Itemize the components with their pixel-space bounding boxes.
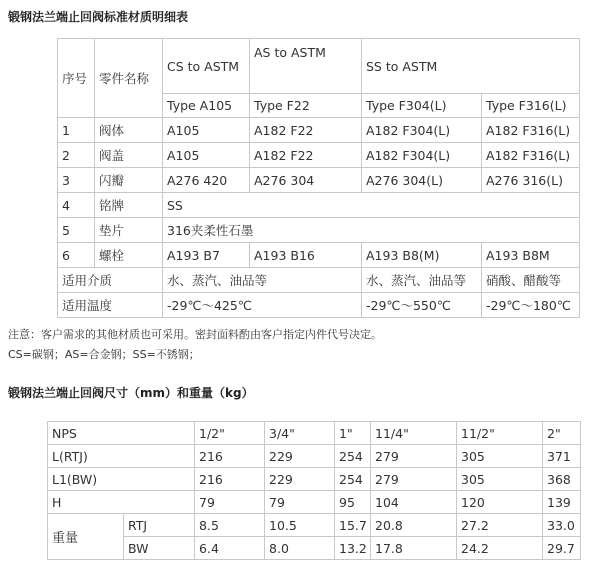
row-no: 5 bbox=[58, 218, 95, 243]
h-value: 79 bbox=[195, 491, 265, 514]
weight-bw-value: 24.2 bbox=[457, 537, 543, 560]
dimensions-table bbox=[47, 421, 581, 560]
h-value: 104 bbox=[371, 491, 457, 514]
h-value: 120 bbox=[457, 491, 543, 514]
nps-value: 1/2" bbox=[195, 422, 265, 445]
row-cs: A105 bbox=[163, 118, 250, 143]
row-part: 垫片 bbox=[95, 218, 163, 243]
abbreviation-legend: CS=碳钢；AS=合金钢；SS=不锈钢； bbox=[8, 348, 200, 361]
weight-bw-value: 13.2 bbox=[335, 537, 371, 560]
header-type-f304l: Type F304(L) bbox=[362, 94, 482, 118]
row-no: 6 bbox=[58, 243, 95, 268]
row-ss-316: A182 F316(L) bbox=[482, 118, 580, 143]
temp-label: 适用温度 bbox=[58, 293, 163, 318]
l1-bw-value: 368 bbox=[543, 468, 581, 491]
l-rtj-value: 229 bbox=[265, 445, 335, 468]
table-row bbox=[58, 143, 580, 168]
row-no: 4 bbox=[58, 193, 95, 218]
weight-rtj-value: 27.2 bbox=[457, 514, 543, 537]
table-row bbox=[58, 218, 580, 243]
l-rtj-row bbox=[48, 445, 581, 468]
medium-cs-as: 水、蒸汽、油品等 bbox=[163, 268, 362, 293]
l1-bw-value: 305 bbox=[457, 468, 543, 491]
header-ss-astm: SS to ASTM bbox=[362, 39, 580, 94]
medium-row bbox=[58, 268, 580, 293]
row-as: A193 B16 bbox=[250, 243, 362, 268]
row-as: A276 304 bbox=[250, 168, 362, 193]
weight-rtj-value: 8.5 bbox=[195, 514, 265, 537]
weight-rtj-value: 20.8 bbox=[371, 514, 457, 537]
row-as: A182 F22 bbox=[250, 143, 362, 168]
row-ss-304: A182 F304(L) bbox=[362, 143, 482, 168]
header-type-f316l: Type F316(L) bbox=[482, 94, 580, 118]
row-no: 2 bbox=[58, 143, 95, 168]
table-row bbox=[58, 168, 580, 193]
medium-ss-316: 硝酸、醋酸等 bbox=[482, 268, 580, 293]
weight-bw-value: 17.8 bbox=[371, 537, 457, 560]
nps-value: 11/4" bbox=[371, 422, 457, 445]
row-part: 阀盖 bbox=[95, 143, 163, 168]
table-row bbox=[58, 118, 580, 143]
table-row bbox=[58, 193, 580, 218]
l1-bw-value: 279 bbox=[371, 468, 457, 491]
l1-bw-value: 216 bbox=[195, 468, 265, 491]
weight-bw-value: 6.4 bbox=[195, 537, 265, 560]
row-cs: A276 420 bbox=[163, 168, 250, 193]
nps-value: 3/4" bbox=[265, 422, 335, 445]
materials-title: 锻钢法兰端止回阀标准材质明细表 bbox=[8, 10, 189, 24]
weight-rtj-value: 33.0 bbox=[543, 514, 581, 537]
h-row bbox=[48, 491, 581, 514]
dimensions-title: 锻钢法兰端止回阀尺寸（mm）和重量（kg） bbox=[8, 386, 254, 400]
nps-row bbox=[48, 422, 581, 445]
row-ss-304: A193 B8(M) bbox=[362, 243, 482, 268]
row-ss-316: A193 B8M bbox=[482, 243, 580, 268]
note-text: 注意：客户需求的其他材质也可采用。密封面料酌由客户指定内件代号决定。 bbox=[8, 328, 382, 341]
medium-ss-304: 水、蒸汽、油品等 bbox=[362, 268, 482, 293]
l-rtj-value: 371 bbox=[543, 445, 581, 468]
row-part: 螺栓 bbox=[95, 243, 163, 268]
l1-bw-row bbox=[48, 468, 581, 491]
row-material-all: 316夹柔性石墨 bbox=[163, 218, 580, 243]
weight-rtj-label: RTJ bbox=[124, 514, 195, 537]
header-as-astm: AS to ASTM bbox=[250, 39, 362, 94]
h-value: 139 bbox=[543, 491, 581, 514]
row-cs: A105 bbox=[163, 143, 250, 168]
header-part-name: 零件名称 bbox=[95, 39, 163, 118]
temperature-row bbox=[58, 293, 580, 318]
row-ss-316: A182 F316(L) bbox=[482, 143, 580, 168]
nps-value: 2" bbox=[543, 422, 581, 445]
header-no: 序号 bbox=[58, 39, 95, 118]
materials-header-row bbox=[58, 39, 580, 94]
row-ss-316: A276 316(L) bbox=[482, 168, 580, 193]
table-row bbox=[58, 243, 580, 268]
header-cs-astm: CS to ASTM bbox=[163, 39, 250, 94]
weight-bw-row bbox=[48, 537, 581, 560]
row-material-all: SS bbox=[163, 193, 580, 218]
weight-rtj-value: 10.5 bbox=[265, 514, 335, 537]
l-rtj-value: 254 bbox=[335, 445, 371, 468]
weight-rtj-row bbox=[48, 514, 581, 537]
row-cs: A193 B7 bbox=[163, 243, 250, 268]
nps-value: 11/2" bbox=[457, 422, 543, 445]
weight-bw-value: 29.7 bbox=[543, 537, 581, 560]
row-part: 闪瓣 bbox=[95, 168, 163, 193]
medium-label: 适用介质 bbox=[58, 268, 163, 293]
row-part: 铭牌 bbox=[95, 193, 163, 218]
l-rtj-value: 305 bbox=[457, 445, 543, 468]
temp-cs-as: -29℃～425℃ bbox=[163, 293, 362, 318]
row-as: A182 F22 bbox=[250, 118, 362, 143]
h-label: H bbox=[48, 491, 195, 514]
h-value: 95 bbox=[335, 491, 371, 514]
h-value: 79 bbox=[265, 491, 335, 514]
temp-ss-304: -29℃～550℃ bbox=[362, 293, 482, 318]
temp-ss-316: -29℃～180℃ bbox=[482, 293, 580, 318]
l-rtj-value: 279 bbox=[371, 445, 457, 468]
materials-table bbox=[57, 38, 580, 318]
weight-label: 重量 bbox=[48, 514, 124, 560]
row-ss-304: A182 F304(L) bbox=[362, 118, 482, 143]
row-ss-304: A276 304(L) bbox=[362, 168, 482, 193]
weight-bw-value: 8.0 bbox=[265, 537, 335, 560]
l-rtj-value: 216 bbox=[195, 445, 265, 468]
l1-bw-value: 229 bbox=[265, 468, 335, 491]
nps-value: 1" bbox=[335, 422, 371, 445]
l1-bw-value: 254 bbox=[335, 468, 371, 491]
row-part: 阀体 bbox=[95, 118, 163, 143]
row-no: 1 bbox=[58, 118, 95, 143]
row-no: 3 bbox=[58, 168, 95, 193]
nps-label: NPS bbox=[48, 422, 195, 445]
l1-bw-label: L1(BW) bbox=[48, 468, 195, 491]
weight-bw-label: BW bbox=[124, 537, 195, 560]
weight-rtj-value: 15.7 bbox=[335, 514, 371, 537]
header-type-f22: Type F22 bbox=[250, 94, 362, 118]
header-type-a105: Type A105 bbox=[163, 94, 250, 118]
l-rtj-label: L(RTJ) bbox=[48, 445, 195, 468]
